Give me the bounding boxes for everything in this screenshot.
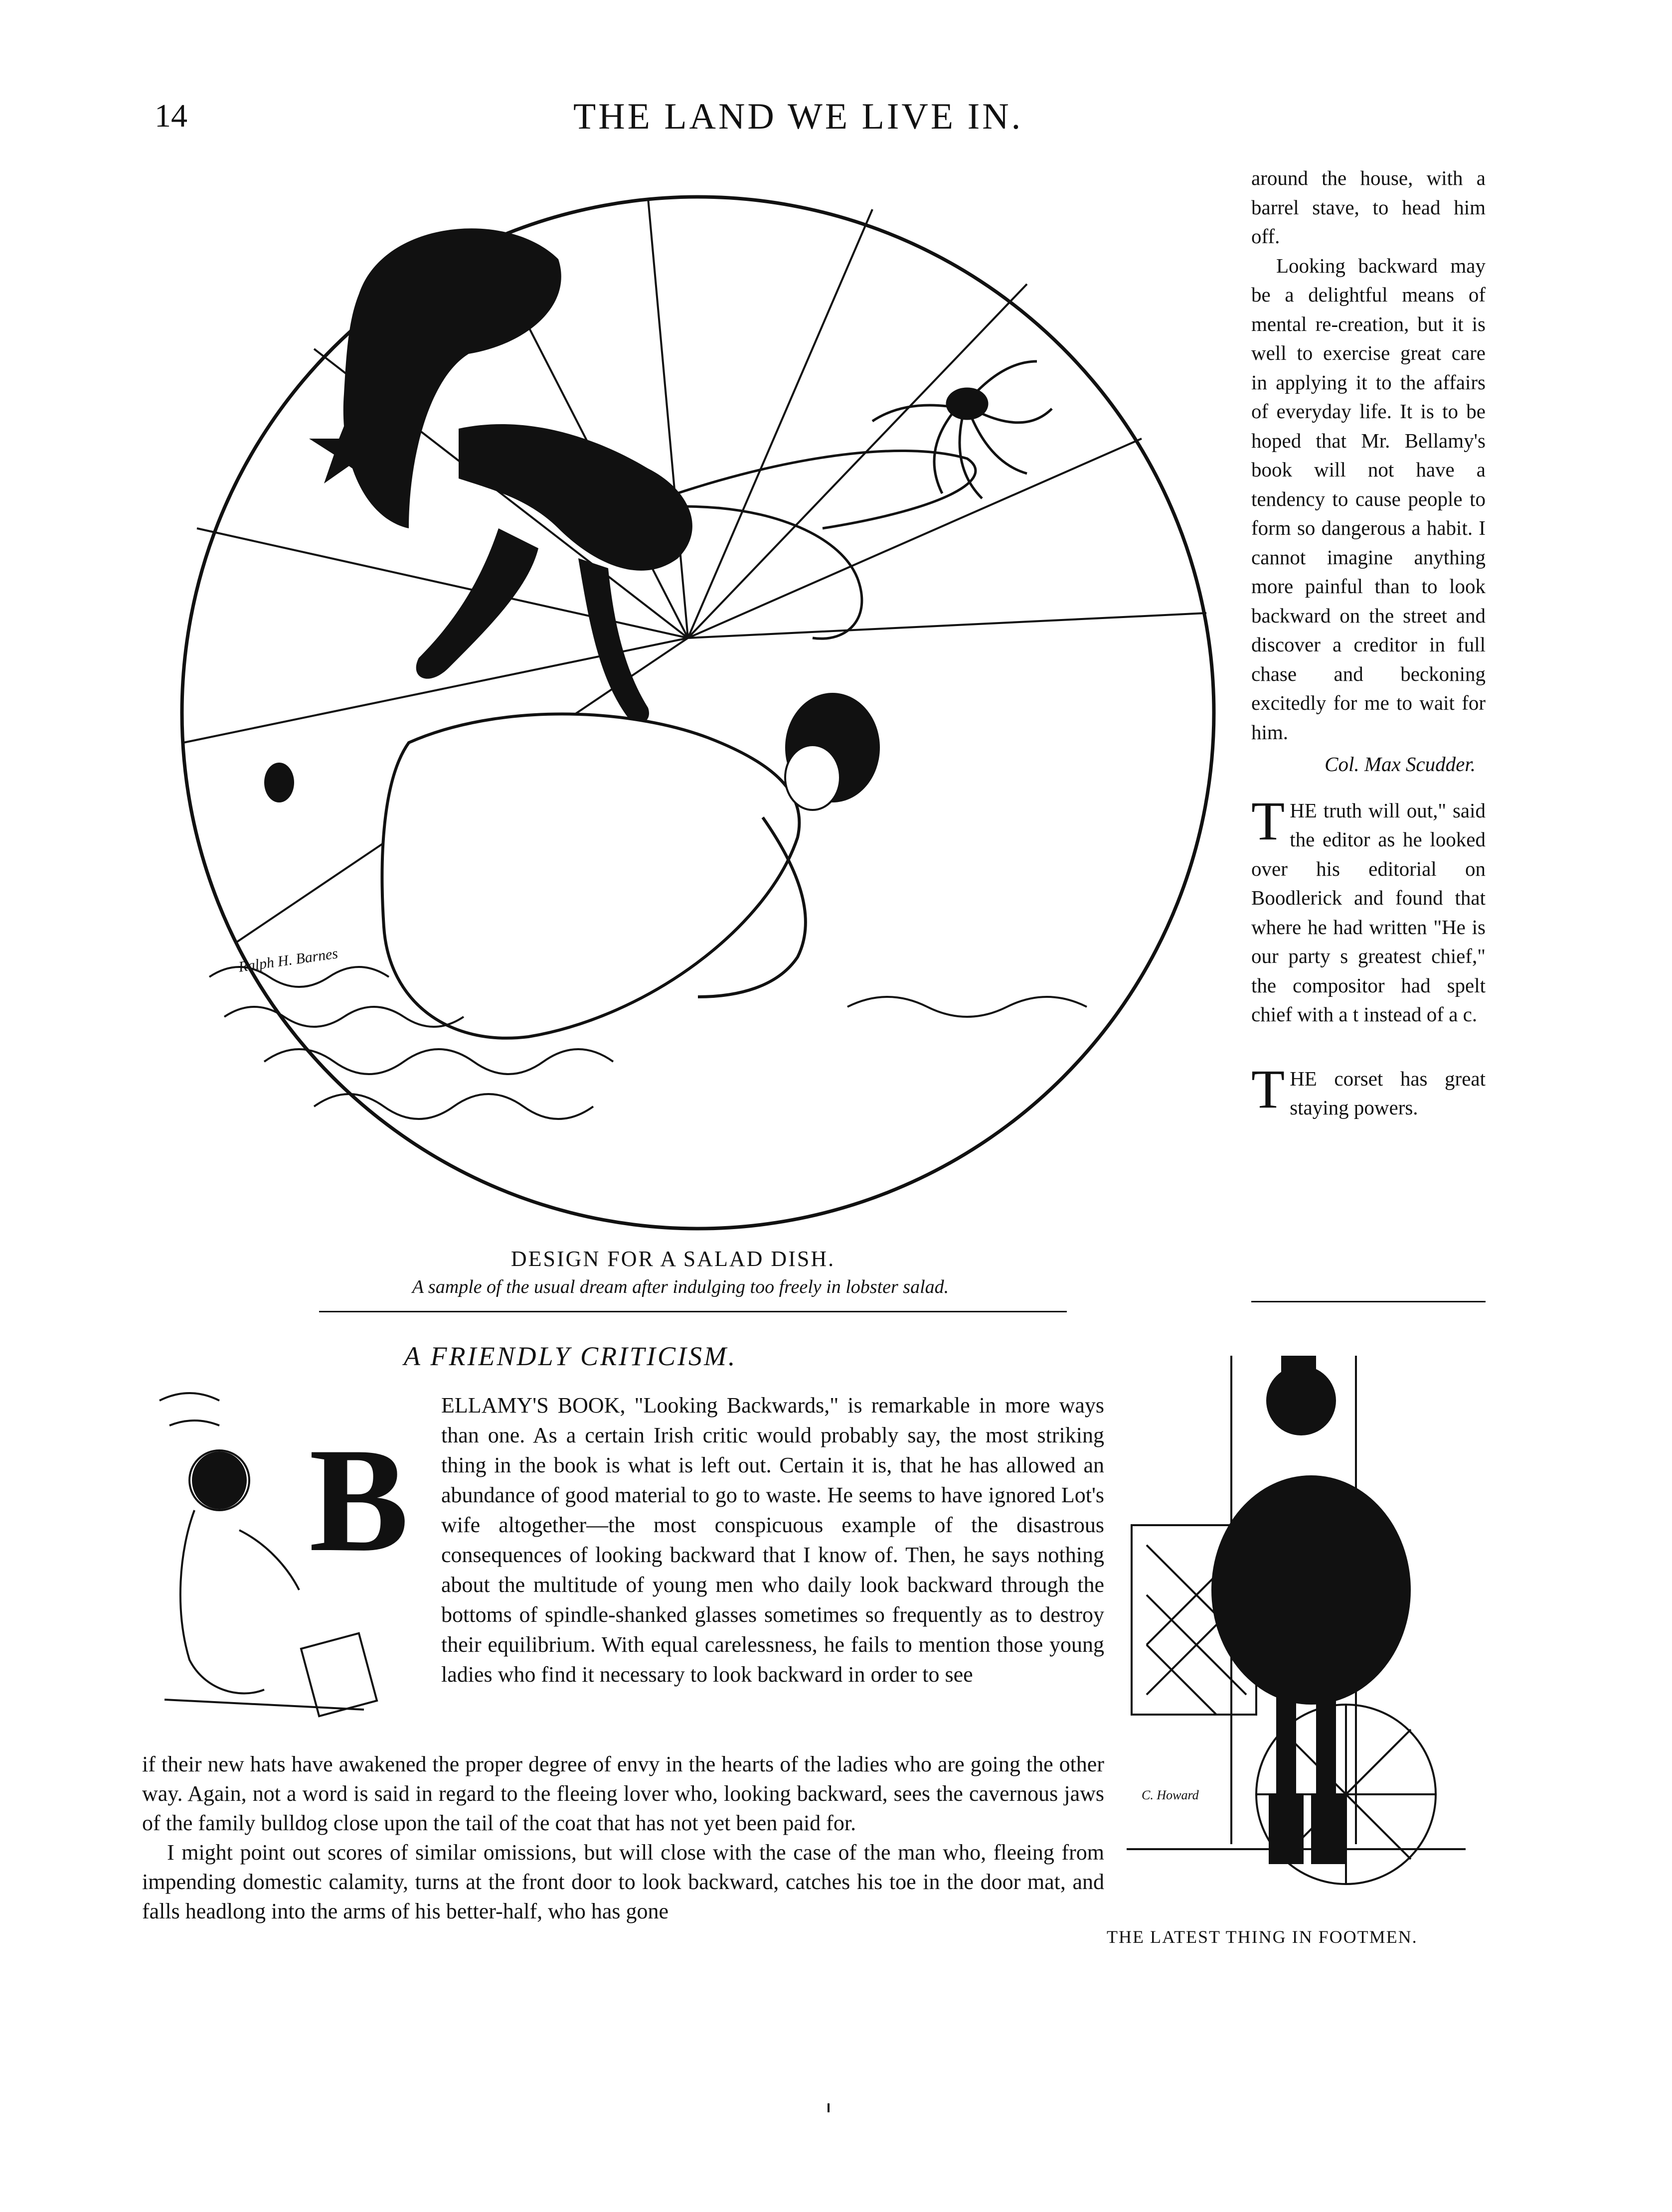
initial-b-illustration xyxy=(140,1381,439,1749)
corset-item xyxy=(1251,1058,1486,1122)
footman-illustration xyxy=(1117,1336,1476,1949)
article-paragraph-indented xyxy=(441,1391,1104,1690)
corset-item-initial: T xyxy=(1251,1058,1285,1119)
dish-rim xyxy=(182,197,1214,1229)
octopus xyxy=(872,361,1052,498)
article-paragraph-1-indented: ELLAMY'S BOOK, "Looking Backwards," is remarkable in more ways than one. As a certain Irish critic would probably say, the most striking thing in the book is what is left out. Certain it is, that he has allowed an abundance of good material to go to waste. He seems to have ignored Lot's wife altogether—the most conspicuous example of the disastrous consequences of looking backward that I know of. Then, he says nothing about the multitude of young men who daily look backward through the bottoms of spindle-shanked glasses sometimes so frequently as to destroy their equilibrium. With equal carelessness, he fails to mention those young ladies who find it necessary to look backward in order to see xyxy=(441,1393,1104,1687)
right-column xyxy=(1251,163,1486,1122)
truth-will-out-item xyxy=(1251,790,1486,1029)
footmen-caption: THE LATEST THING IN FOOTMEN. xyxy=(1107,1927,1418,1947)
illustration-subtitle: A sample of the usual dream after indulging too freely in lobster salad. xyxy=(412,1276,949,1297)
corset-item-text: HE corset has great staying powers. xyxy=(1290,1067,1486,1119)
printing-mark xyxy=(828,2103,830,2112)
running-head: THE LAND WE LIVE IN. xyxy=(573,96,1023,137)
right-col-paragraph-1: around the house, with a barrel stave, to head him off. xyxy=(1251,166,1486,248)
footman-coat xyxy=(1211,1475,1411,1705)
illustration-signature: Ralph H. Barnes xyxy=(237,945,339,975)
article-initial: B xyxy=(309,1417,409,1582)
illustration-title: DESIGN FOR A SALAD DISH. xyxy=(510,1247,836,1271)
right-col-signature: Col. Max Scudder. xyxy=(1325,753,1476,776)
lobster-antennae xyxy=(648,451,976,638)
caption-rule xyxy=(319,1311,1067,1312)
salad-dish-illustration xyxy=(150,179,1246,1241)
article-paragraph-2: I might point out scores of similar omissions, but will close with the case of the man who, fleeing from impending domestic calamity, turns at the front door to look backward, catches his toe in the door mat, and falls headlong into the arms of his better-half, who has gone xyxy=(142,1840,1104,1923)
seashell xyxy=(264,763,294,802)
right-column-rule xyxy=(1251,1301,1486,1302)
artist-head-icon xyxy=(192,1451,247,1509)
article-paragraph-wide xyxy=(142,1749,1104,1926)
truth-item-text: HE truth will out," said the editor as he looked over his editorial on Boodlerick and found that where he had written "He is our party s greatest chief," the compositor had spelt chief with a t instead of a c. xyxy=(1251,798,1486,1026)
page-number: 14 xyxy=(155,98,187,134)
truth-item-initial: T xyxy=(1251,790,1285,851)
right-col-paragraph-2: Looking backward may be a delightful means of mental re-creation, but it is well to exercise great care in applying it to the affairs of everyday life. It is to be hoped that Mr. Bellamy's book will not have a tendency to cause people to form so dangerous a habit. I cannot imagine anything more painful than to look backward on the street and discover a creditor in full chase and beckoning excitedly for me to wait for him. xyxy=(1251,254,1486,744)
dreaming-sleeper xyxy=(382,693,880,1038)
footman-hat xyxy=(1281,1356,1316,1386)
footman-signature: C. Howard xyxy=(1142,1788,1199,1802)
article-heading: A FRIENDLY CRITICISM. xyxy=(404,1341,737,1371)
article-paragraph-1-wide: if their new hats have awakened the proper degree of envy in the hearts of the ladies who are going the other way. Again, not a word is said in regard to the fleeing lover who, looking backward, sees the cavernous jaws of the family bulldog close upon the tail of the coat that has not yet been paid for. xyxy=(142,1752,1104,1835)
